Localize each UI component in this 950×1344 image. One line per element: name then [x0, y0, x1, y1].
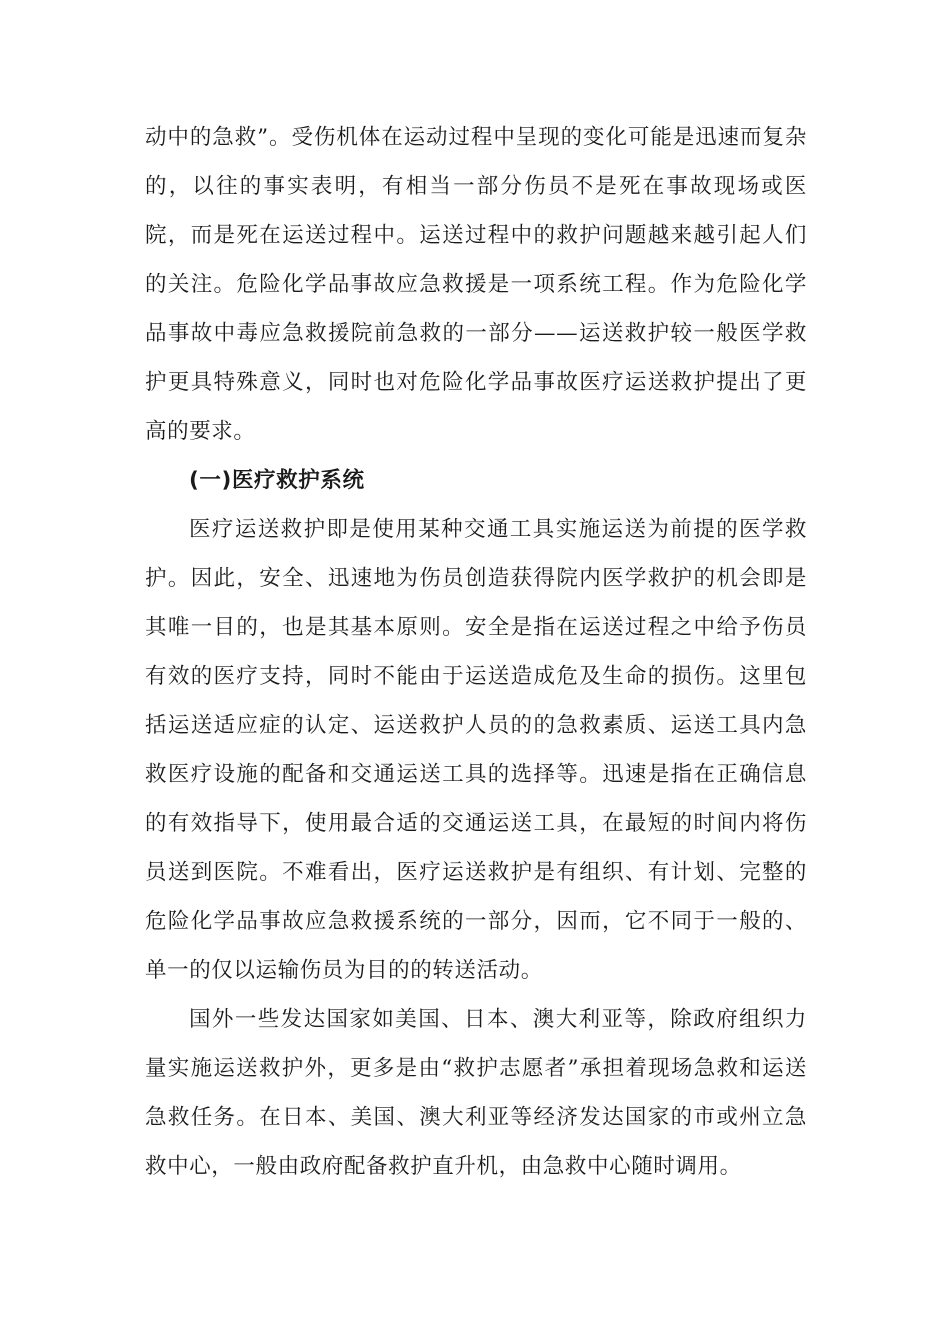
- paragraph-medical-transport: 医疗运送救护即是使用某种交通工具实施运送为前提的医学救护。因此，安全、迅速地为伤员创造获得院内医学救护的机会即是其唯一目的，也是其基本原则。安全是指在运送过程之中给予伤员有效的医疗支持，同时不能由于运送造成危及生命的损伤。这里包括运送适应症的认定、运送救护人员的的急救素质、运送工具内急救医疗设施的配备和交通运送工具的选择等。迅速是指在正确信息的有效指导下，使用最合适的交通运送工具，在最短的时间内将伤员送到医院。不难看出，医疗运送救护是有组织、有计划、完整的危险化学品事故应急救援系统的一部分，因而，它不同于一般的、单一的仅以运输伤员为目的的转送活动。: [145, 517, 807, 983]
- paragraph-foreign-countries: 国外一些发达国家如美国、日本、澳大利亚等，除政府组织力量实施运送救护外，更多是由“救护志愿者”承担着现场急救和运送急救任务。在日本、美国、澳大利亚等经济发达国家的市或州立急救中心，一般由政府配备救护直升机，由急救中心随时调用。: [145, 1007, 807, 1179]
- section-heading: (一)医疗救护系统: [189, 468, 365, 493]
- paragraph-continuation: 动中的急救”。受伤机体在运动过程中呈现的变化可能是迅速而复杂的，以往的事实表明，有相当一部分伤员不是死在事故现场或医院，而是死在运送过程中。运送过程中的救护问题越来越引起人们的关注。危险化学品事故应急救援是一项系统工程。作为危险化学品事故中毒应急救援院前急救的一部分——运送救护较一般医学救护更具特殊意义，同时也对危险化学品事故医疗运送救护提出了更高的要求。: [145, 125, 807, 444]
- page-body: [145, 113, 807, 1191]
